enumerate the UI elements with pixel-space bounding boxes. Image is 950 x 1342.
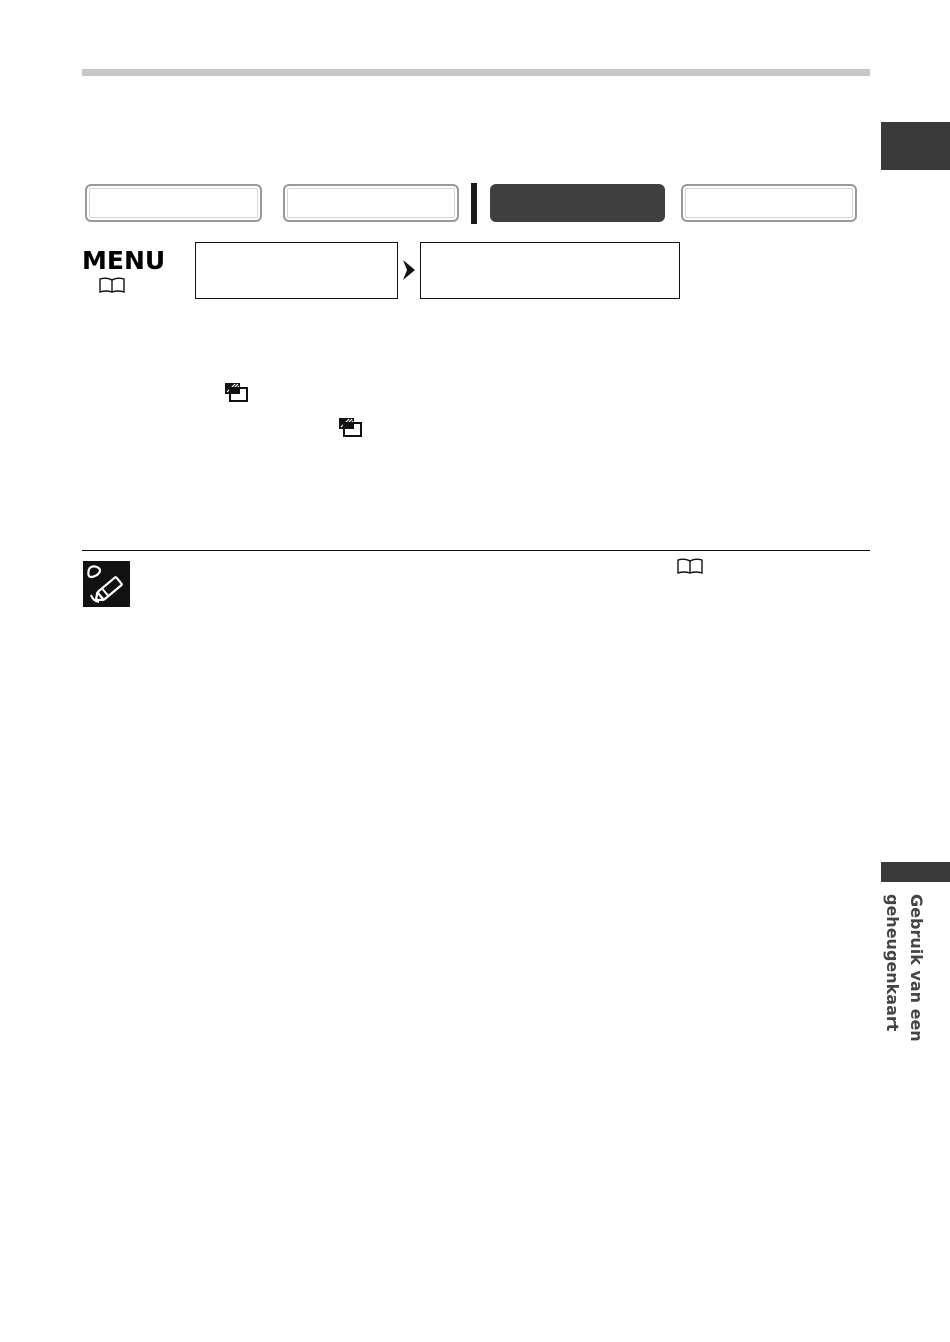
image-stack-icon bbox=[338, 417, 364, 444]
chevron-right-icon bbox=[401, 259, 417, 286]
mode-button-3-active bbox=[490, 184, 665, 222]
top-rule bbox=[82, 69, 870, 76]
mode-divider bbox=[471, 183, 477, 224]
book-icon bbox=[99, 277, 125, 298]
menu-path-box-2 bbox=[420, 242, 680, 299]
menu-label: MENU bbox=[82, 246, 166, 275]
mode-button-2 bbox=[283, 184, 459, 222]
section-tab bbox=[881, 862, 950, 882]
mode-button-4 bbox=[681, 184, 857, 222]
menu-path-box-1 bbox=[195, 242, 398, 299]
image-stack-icon bbox=[224, 382, 250, 409]
section-label: Gebruik van een geheugenkaart bbox=[883, 894, 926, 1042]
book-icon bbox=[677, 558, 703, 579]
pencil-note-icon bbox=[83, 561, 130, 612]
chapter-tab bbox=[881, 122, 950, 170]
note-rule bbox=[82, 550, 870, 551]
mode-button-1 bbox=[85, 184, 262, 222]
